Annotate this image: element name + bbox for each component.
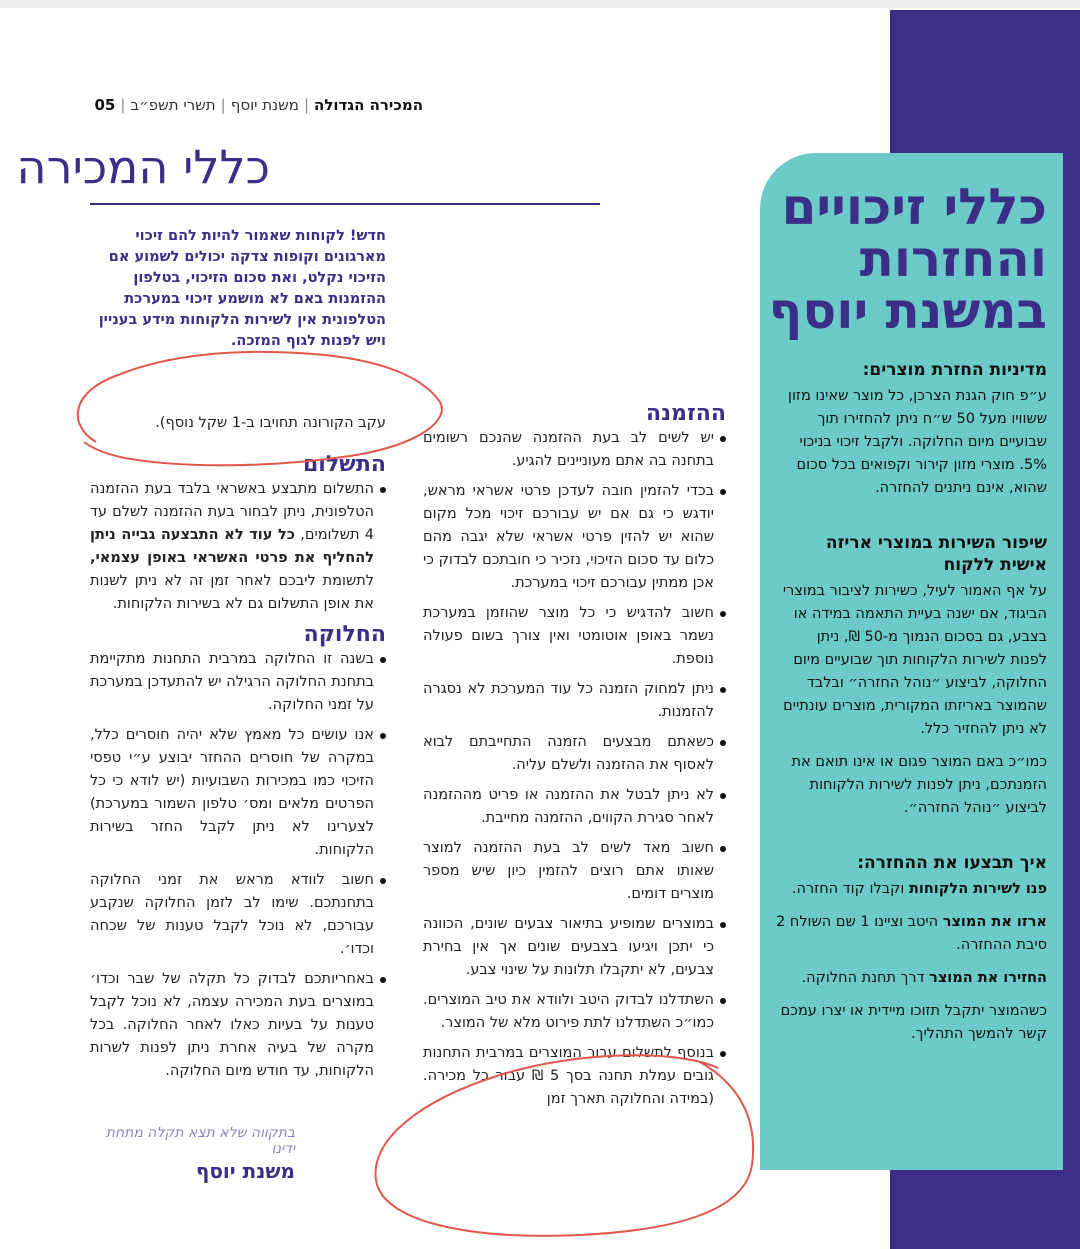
list-item: ניתן למחוק הזמנה כל עוד המערכת לא נסגרה להזמנות.: [423, 678, 726, 724]
orders-column: [423, 402, 726, 1118]
top-strip: [0, 0, 1080, 8]
payment-continuation: עקב הקורונה תחויבו ב-1 שקל נוסף).: [155, 415, 386, 431]
title-divider: [90, 203, 600, 205]
sidebar-title-line: והחזרות: [859, 230, 1047, 288]
distribution-heading: החלוקה: [303, 622, 386, 647]
return-step: כשהמוצר יתקבל תזוכו מיידית או יצרו עמכם קשר להמשך התהליך.: [780, 1003, 1047, 1042]
list-item: בכדי להזמין חובה לעדכן פרטי אשראי מראש, יודגש כי גם אם יש עבורכם זיכוי מכל מקום שהוא יש להזין פרטי אשראי שלא יגבה מהם כלום עד סכום הזיכוי, נזכיר כי חובתכם לבדוק כי אכן ממתין עבורכם זיכוי במערכת.: [423, 480, 726, 595]
list-item: השתדלנו לבדוק היטב ולוודא את טיב המוצרים. כמו״כ השתדלנו לתת פירוט מלא של המוצר.: [423, 989, 726, 1035]
list-item: חשוב לוודא מראש את זמני החלוקה בתחנתכם. שימו לב לזמן החלוקה שנקבע עבורכם, לא נוכל לקבל טענות של שכחה וכדו׳.: [90, 869, 386, 961]
return-step: ארזו את המוצר היטב וציינו 1 שם השולח 2 סיבת ההחזרה.: [776, 914, 1047, 953]
returns-heading: מדיניות החזרת מוצרים:: [862, 360, 1047, 380]
orders-heading: ההזמנה: [645, 401, 726, 426]
payment-bold-note: כל עוד לא התבצעה גבייה ניתן להחליף את פרטי האשראי באופן עצמאי,: [90, 527, 374, 566]
list-item: התשלום מתבצע באשראי בלבד בעת ההזמנה הטלפונית, ניתן לבחור בעת ההזמנה לשלם עד 4 תשלומים, כל עוד לא התבצעה גבייה ניתן להחליף את פרטי האשראי באופן עצמאי, לתשומת ליבכם לאחר זמן זה לא ניתן לשנות את אופן התשלום גם לא בשירות הלקוחות.: [90, 478, 386, 616]
sidebar-title: [768, 178, 1047, 340]
list-item: באחריותכם לבדוק כל תקלה של שבר וכדו׳ במוצרים בעת המכירה עצמה, לא נוכל לקבל טענות על בעיות כאלו לאחר החלוקה. בכל מקרה של בעיה אחרת ניתן לפנות לשרות הלקוחות, עד חודש מיום החלוקה.: [90, 968, 386, 1083]
running-header: המכירה הגדולה|משנת יוסף|תשרי תשפ״ב|05: [94, 96, 423, 114]
sidebar-title-line: במשנת יוסף: [768, 282, 1047, 340]
payment-heading: התשלום: [302, 452, 386, 477]
page-number: 05: [94, 96, 116, 114]
payment-distribution-column: [90, 412, 386, 1090]
return-step: החזירו את המוצר דרך תחנת החלוקה.: [801, 970, 1047, 986]
service-text: על אף האמור לעיל, כשירות לציבור במוצרי הביגוד, אם ישנה בעיית התאמה במידה או בצבע, גם בסכום הנמוך מ-50 ₪, ניתן לפנות לשירות הלקוחות תוך שבועיים מיום החלוקה, לביצוע ״נוהל החזרה״ ובלבד שהמוצר באריזתו המקורית, מוצרים עונתיים לא ניתן להחזיר כלל.: [782, 583, 1047, 737]
service-heading: שיפור השירות במוצרי אריזה אישית ללקוח: [825, 533, 1047, 575]
list-item: כשאתם מבצעים הזמנה התחייבתם לבוא לאסוף את ההזמנה ולשלם עליה.: [423, 731, 726, 777]
returns-text: ע״פ חוק הגנת הצרכן, כל מוצר שאינו מזון ששוויו מעל 50 ש״ח ניתן להחזירו תוך שבועיים מיום החלוקה. ולקבל זיכוי בניכוי 5%. מוצרי מזון קירור וקפואים בכל סכום שהוא, אינם ניתנים להחזרה.: [788, 388, 1047, 496]
list-item: בנוסף לתשלום עבור המוצרים במרבית התחנות גובים עמלת תחנה בסך 5 ₪ עבור כל מכירה. (במידה והחלוקה תארך זמן: [423, 1042, 726, 1111]
orders-list: [423, 427, 726, 1111]
list-item: חשוב להדגיש כי כל מוצר שהוזמן במערכת נשמר באופן אוטומטי ואין צורך בשום פעולה נוספת.: [423, 602, 726, 671]
list-item: לא ניתן לבטל את ההזמנה או פריט מההזמנה לאחר סגירת הקווים, ההזמנה מחייבת.: [423, 784, 726, 830]
list-item: יש לשים לב בעת ההזמנה שהנכם רשומים בתחנה בה אתם מעוניינים להגיע.: [423, 427, 726, 473]
signature-name: משנת יוסף: [195, 1159, 295, 1183]
header-section: המכירה הגדולה: [314, 96, 423, 114]
header-date: תשרי תשפ״ב: [130, 96, 216, 114]
how-heading: איך תבצעו את ההחזרה:: [857, 853, 1047, 873]
list-item: במוצרים שמופיע בתיאור צבעים שונים, הכוונה כי יתכן ויגיעו בצבעים שונים אך אין בחירת צבעים, לא יתקבלו תלונות על שינוי צבע.: [423, 913, 726, 982]
list-item: בשנה זו החלוקה במרבית התחנות מתקיימת בתחנת החלוקה הרגילה יש להתעדכן במערכת על זמני החלוקה.: [90, 648, 386, 717]
header-publication: משנת יוסף: [230, 96, 299, 114]
page-title: כללי המכירה: [16, 140, 270, 194]
distribution-list: [90, 648, 386, 1083]
sidebar-title-line: כללי זיכויים: [781, 178, 1047, 236]
intro-paragraph: חדש! לקוחות שאמור להיות להם זיכוי מארגונים וקופות צדקה יכולים לשמוע אם הזיכוי נקלט, ואת סכום הזיכוי, בטלפון ההזמנות באם לא מושמע זיכוי במערכת הטלפונית אין לשירות הלקוחות מידע בעניין ויש לפנות לגוף המזכה.: [98, 228, 386, 349]
list-item: חשוב מאד לשים לב בעת ההזמנה למוצר שאותו אתם רוצים להזמין כיון שיש מספר מוצרים דומים.: [423, 837, 726, 906]
signature-quote: בתקווה שלא תצא תקלה מתחת ידינו: [105, 1125, 295, 1157]
signature-block: [90, 1125, 295, 1183]
service-text-defect: כמו״כ באם המוצר פגום או אינו תואם את הזמנתכם, ניתן לפנות לשירות הלקוחות לביצוע ״נוהל החזרה״.: [791, 754, 1047, 816]
return-step: פנו לשירות הלקוחות וקבלו קוד החזרה.: [791, 881, 1047, 897]
list-item: אנו עושים כל מאמץ שלא יהיה חוסרים כלל, במקרה של חוסרים ההחזר יבוצע ע״י טפסי הזיכוי כמו במכירות השבועיות (יש לודא כי כל הפרטים מלאים ומס׳ טלפון השמור במערכת) לצערינו לא ניתן לקבל החזר בשירות הלקוחות.: [90, 724, 386, 862]
payment-list: [90, 478, 386, 616]
returns-sidebar: [760, 153, 1063, 1170]
